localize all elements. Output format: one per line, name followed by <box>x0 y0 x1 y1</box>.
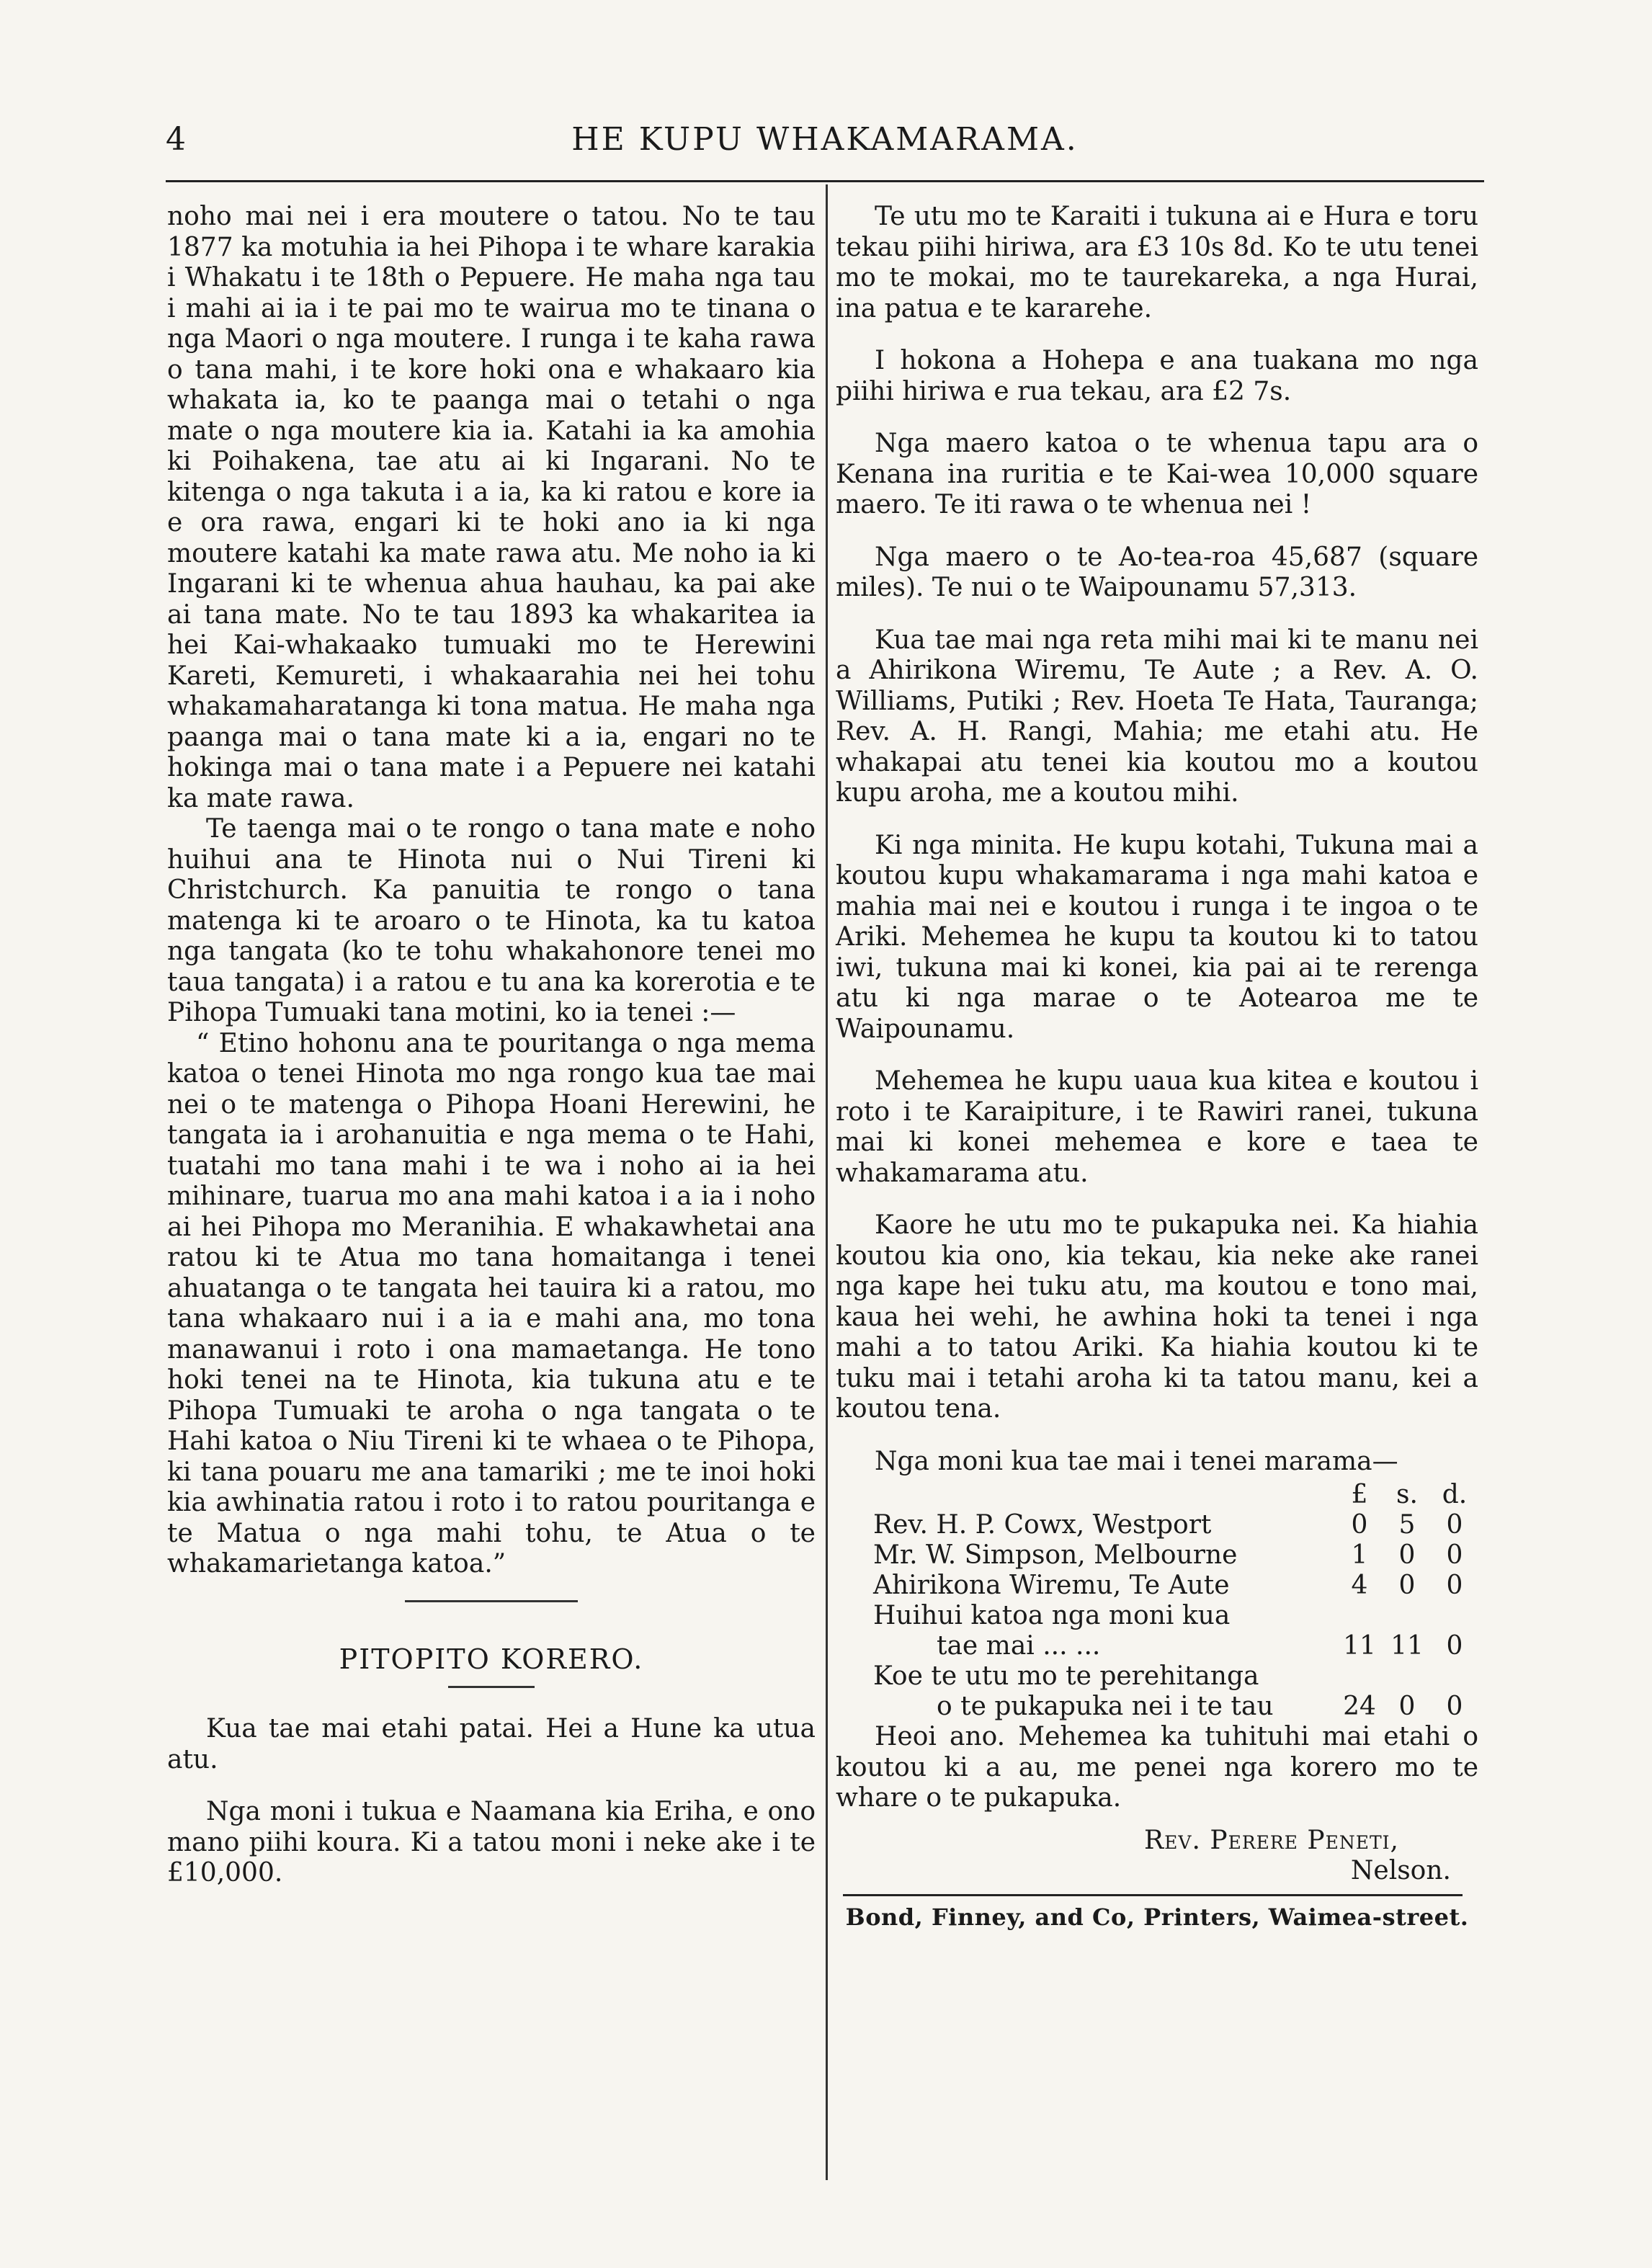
news-item-3: Te utu mo te Karaiti i tukuna ai e Hura e toru tekau piihi hiriwa, ara £3 10s 8d. Ko te utu tenei mo te mokai, mo te taurekareka, a nga Hurai, ina patua e te kararehe. <box>836 202 1478 323</box>
moni-total-row <box>836 1631 1478 1661</box>
moni-row-pence: 0 <box>1446 1540 1463 1570</box>
moni-row-name: Mr. W. Simpson, Melbourne <box>873 1540 1238 1570</box>
closing-paragraph: Heoi ano. Mehemea ka tuhituhi mai etahi o koutou ki a au, me penei nga korero mo te whare o te pukapuka. <box>836 1722 1478 1813</box>
running-title: HE KUPU WHAKAMARAMA. <box>571 121 1079 158</box>
news-item-1: Kua tae mai etahi patai. Hei a Hune ka utua atu. <box>167 1714 816 1774</box>
news-item-5: Nga maero katoa o te whenua tapu ara o Kenana ina ruritia e te Kai-wea 10,000 square maero. Te iti rawa o te whenua nei ! <box>836 429 1478 519</box>
moni-row-shillings: 0 <box>1398 1540 1416 1570</box>
synod-motion-quote: “ Etino hohonu ana te pouritanga o nga mema katoa o tenei Hinota mo nga rongo kua tae mai nei o te matenga o Pihopa Hoani Herewini, he tangata ia i arohanuitia e nga mema o te Hahi, tuatahi mo tana mahi i te wa i noho ai ia hei mihinare, tuarua mo ana mahi katoa i a ia i noho ai hei Pihopa mo Meranihia. E whakawhetai ana ratou ki te Atua mo tana homaitanga i tenei ahuatanga o te tangata hei tauira ki a ratou, mo tana whakaaro nui i a ia e mahi ana, mo tona manawanui i roto i ona mamaetanga. He tono hoki tenei na te Hinota, kia tukuna atu e te Pihopa Tumuaki te aroha o nga tangata o te Hahi katoa o Niu Tireni ki te whaea o te Pihopa, ki tana pouaru me ana tamariki ; me te inoi hoki kia awhinatia ratou i roto i to ratou pouritanga e te Matua o nga mahi tohu, te Atua o te whakamarietanga katoa.” <box>167 1028 816 1579</box>
moni-row-shillings: 5 <box>1398 1510 1416 1540</box>
moni-debt-label-2: o te pukapuka nei i te tau <box>937 1692 1274 1721</box>
moni-debt-label-row <box>836 1661 1478 1692</box>
moni-total-pence: 0 <box>1446 1631 1463 1661</box>
page-number: 4 <box>166 121 186 158</box>
news-item-10: Kaore he utu mo te pukapuka nei. Ka hiahia koutou kia ono, kia tekau, kia neke ake ranei nga kape hei tuku atu, ma koutou e tono mai, kaua hei wehi, he awhina hoki ta tenei i nga mahi a to tatou Ariki. Ka hiahia koutou ki te tuku mai i tetahi aroha ki ta tatou manu, kei a koutou tena. <box>836 1210 1478 1424</box>
section-rule <box>405 1600 578 1602</box>
moni-intro: Nga moni kua tae mai i tenei marama— <box>875 1446 1398 1476</box>
left-column <box>167 202 816 1889</box>
moni-table <box>836 1480 1478 1722</box>
moni-debt-label-1: Koe te utu mo te perehitanga <box>873 1661 1259 1691</box>
moni-debt-pounds: 24 <box>1343 1692 1376 1721</box>
news-item-2: Nga moni i tukua e Naamana kia Eriha, e ono mano piihi koura. Ki a tatou moni i neke ake i te £10,000. <box>167 1797 816 1888</box>
moni-total-label-2: tae mai ... ... <box>937 1631 1101 1661</box>
pence-header: d. <box>1442 1480 1468 1509</box>
section-heading: PITOPITO KORERO. <box>339 1643 644 1675</box>
signature-place: Nelson. <box>1350 1856 1451 1885</box>
news-item-6: Nga maero o te Ao-tea-roa 45,687 (square miles). Te nui o te Waipounamu 57,313. <box>836 542 1478 602</box>
news-item-8: Ki nga minita. He kupu kotahi, Tukuna mai a koutou kupu whakamarama i nga mahi katoa e mahia mai nei e koutou i runga i te ingoa o te Ariki. Mehemea he kupu ta koutou ki to tatou iwi, tukuna mai ki konei, kia pai ai te rerenga atu ki nga marae o te Aotearoa me te Waipounamu. <box>836 830 1478 1044</box>
printer-rule <box>843 1894 1463 1896</box>
page-header <box>166 121 1484 164</box>
moni-row-pence: 0 <box>1446 1510 1463 1540</box>
header-rule <box>166 180 1484 182</box>
moni-row-pounds: 1 <box>1351 1540 1368 1570</box>
moni-row-name: Ahirikona Wiremu, Te Aute <box>873 1571 1230 1600</box>
news-item-9: Mehemea he kupu uaua kua kitea e koutou i roto i te Karaipiture, i te Rawiri ranei, tukuna mai ki konei mehemea e kore e taea te whakamarama atu. <box>836 1066 1478 1188</box>
moni-total-label-row <box>836 1601 1478 1631</box>
news-item-4: I hokona a Hohepa e ana tuakana mo nga piihi hiriwa e rua tekau, ara £2 7s. <box>836 346 1478 406</box>
news-item-7: Kua tae mai nga reta mihi mai ki te manu nei a Ahirikona Wiremu, Te Aute ; a Rev. A. O. Williams, Putiki ; Rev. Hoeta Te Hata, Tauranga; Rev. A. H. Rangi, Mahia; me etahi atu. He whakapai atu tenei kia koutou mo a koutou kupu aroha, me a koutou mihi. <box>836 625 1478 808</box>
moni-row-pounds: 0 <box>1351 1510 1368 1540</box>
moni-row <box>836 1510 1478 1540</box>
moni-row <box>836 1571 1478 1601</box>
moni-total-pounds: 11 <box>1343 1631 1376 1661</box>
shillings-header: s. <box>1396 1480 1418 1509</box>
moni-debt-shillings: 0 <box>1398 1692 1416 1721</box>
pounds-header: £ <box>1351 1480 1368 1509</box>
moni-row-shillings: 0 <box>1398 1571 1416 1600</box>
moni-debt-row <box>836 1692 1478 1722</box>
moni-row-pounds: 4 <box>1351 1571 1368 1600</box>
moni-total-label-1: Huihui katoa nga moni kua <box>873 1601 1231 1630</box>
section-heading-rule <box>448 1686 535 1688</box>
moni-total-shillings: 11 <box>1390 1631 1424 1661</box>
moni-row-name: Rev. H. P. Cowx, Westport <box>873 1510 1212 1540</box>
moni-debt-pence: 0 <box>1446 1692 1463 1721</box>
signature: Rev. Perere Peneti, <box>1144 1825 1399 1855</box>
obituary-paragraph-2: Te taenga mai o te rongo o tana mate e noho huihui ana te Hinota nui o Nui Tireni ki Christchurch. Ka panuitia te rongo o tana matenga ki te aroaro o te Hinota, ka tu katoa nga tangata (ko te tohu whakahonore tenei mo taua tangata) i a ratou e tu ana ka korerotia e te Pihopa Tumuaki tana motini, ko ia tenei :— <box>167 814 816 1027</box>
moni-table-header <box>836 1480 1478 1510</box>
right-column <box>836 202 1478 1932</box>
column-divider <box>826 184 828 2180</box>
obituary-paragraph-1: noho mai nei i era moutere o tatou. No te tau 1877 ka motuhia ia hei Pihopa i te whare karakia i Whakatu i te 18th o Pepuere. He maha nga tau i mahi ai ia i te pai mo te wairua mo te tinana o nga Maori o nga moutere. I runga i te kaha rawa o tana mahi, i te kore hoki ona e whakaaro kia whakata ia, ko te paanga mai o tetahi o nga mate o nga moutere kia ia. Katahi ia ka amohia ki Poihakena, tae atu ai ki Ingarani. No te kitenga o nga takuta i a ia, ka ki ratou e kore ia e ora rawa, engari ki te hoki ano ia ki nga moutere katahi ka mate rawa atu. Me noho ia ki Ingarani ki te whenua ahua hauhau, ka pai ake ai tana mate. No te tau 1893 ka whakaritea ia hei Kai-whakaako tumuaki mo te Herewini Kareti, Kemureti, i whakaarahia nei hei tohu whakamaharatanga ki tona matua. He maha nga paanga mai o tana mate ki a ia, engari no te hokinga mai o tana mate i a Pepuere nei katahi ka mate rawa. <box>167 202 816 813</box>
printer-imprint: Bond, Finney, and Co, Printers, Waimea-street. <box>845 1903 1469 1931</box>
moni-row <box>836 1540 1478 1571</box>
moni-row-pence: 0 <box>1446 1571 1463 1600</box>
